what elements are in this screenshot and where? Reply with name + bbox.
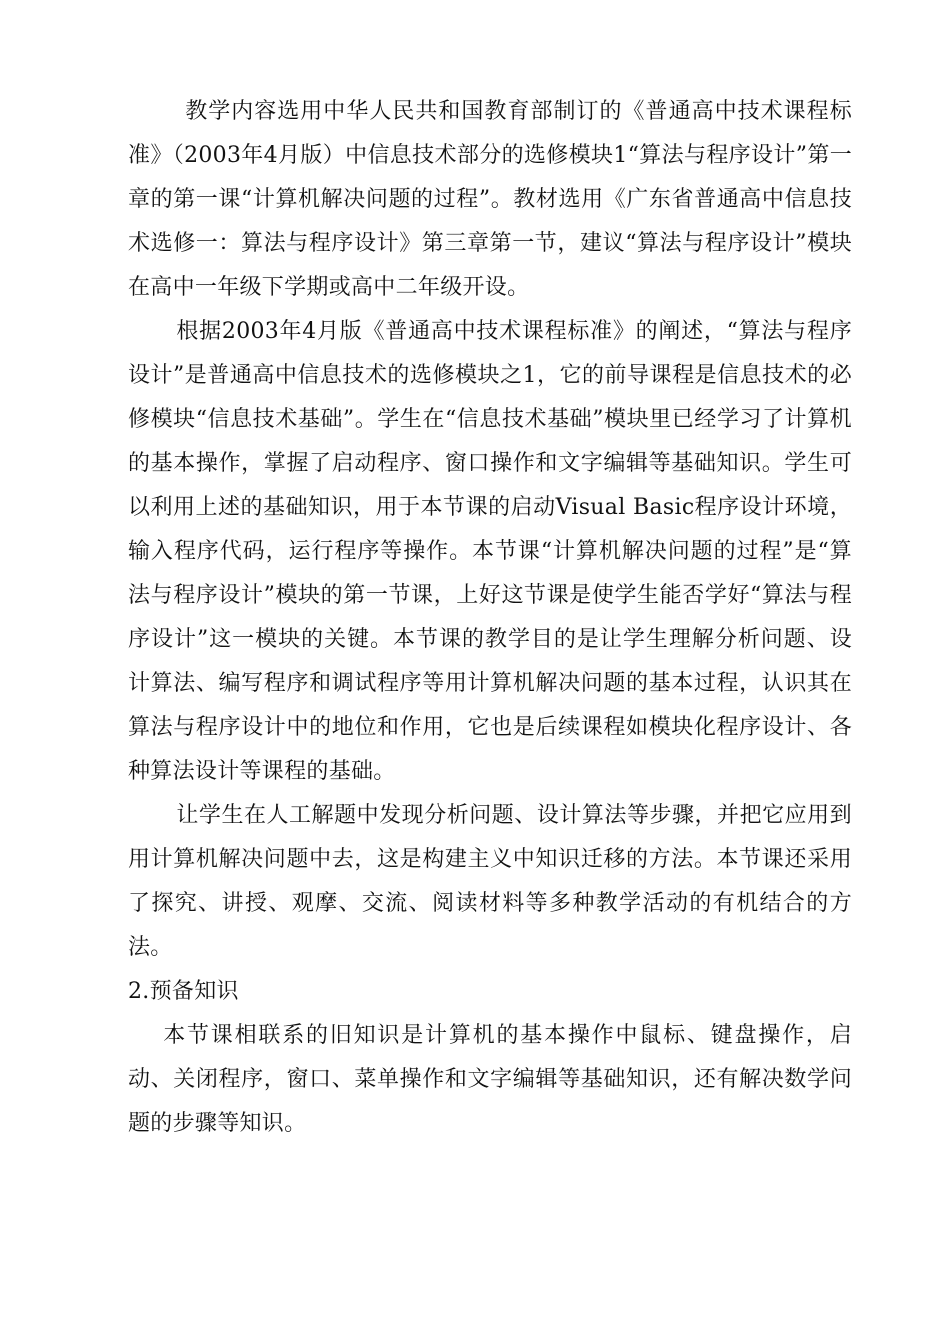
document-body — [128, 90, 852, 1146]
paragraph-curriculum-analysis: 根据2003年4月版《普通高中技术课程标准》的阐述，“算法与程序设计”是普通高中信息技术的选修模块之1，它的前导课程是信息技术的必修模块“信息技术基础”。学生在“信息技术基础”模块里已经学习了计算机的基本操作，掌握了启动程序、窗口操作和文字编辑等基础知识。学生可以利用上述的基础知识，用于本节课的启动Visual Basic程序设计环境，输入程序代码，运行程序等操作。本节课“计算机解决问题的过程”是“算法与程序设计”模块的第一节课，上好这节课是使学生能否学好“算法与程序设计”这一模块的关键。本节课的教学目的是让学生理解分析问题、设计算法、编写程序和调试程序等用计算机解决问题的基本过程，认识其在算法与程序设计中的地位和作用，它也是后续课程如模块化程序设计、各种算法设计等课程的基础。 — [128, 319, 852, 784]
paragraph-teaching-content: 教学内容选用中华人民共和国教育部制订的《普通高中技术课程标准》（2003年4月版）中信息技术部分的选修模块1“算法与程序设计”第一章的第一课“计算机解决问题的过程”。教材选用《广东省普通高中信息技术选修一：算法与程序设计》第三章第一节，建议“算法与程序设计”模块在高中一年级下学期或高中二年级开设。 — [128, 99, 852, 300]
section-heading: 2.预备知识 — [128, 979, 239, 1004]
paragraph-teaching-method: 让学生在人工解题中发现分析问题、设计算法等步骤，并把它应用到用计算机解决问题中去，这是构建主义中知识迁移的方法。本节课还采用了探究、讲授、观摩、交流、阅读材料等多种教学活动的有机结合的方法。 — [128, 803, 852, 960]
paragraph-prior-knowledge: 本节课相联系的旧知识是计算机的基本操作中鼠标、键盘操作，启动、关闭程序，窗口、菜单操作和文字编辑等基础知识，还有解决数学问题的步骤等知识。 — [128, 1023, 852, 1136]
